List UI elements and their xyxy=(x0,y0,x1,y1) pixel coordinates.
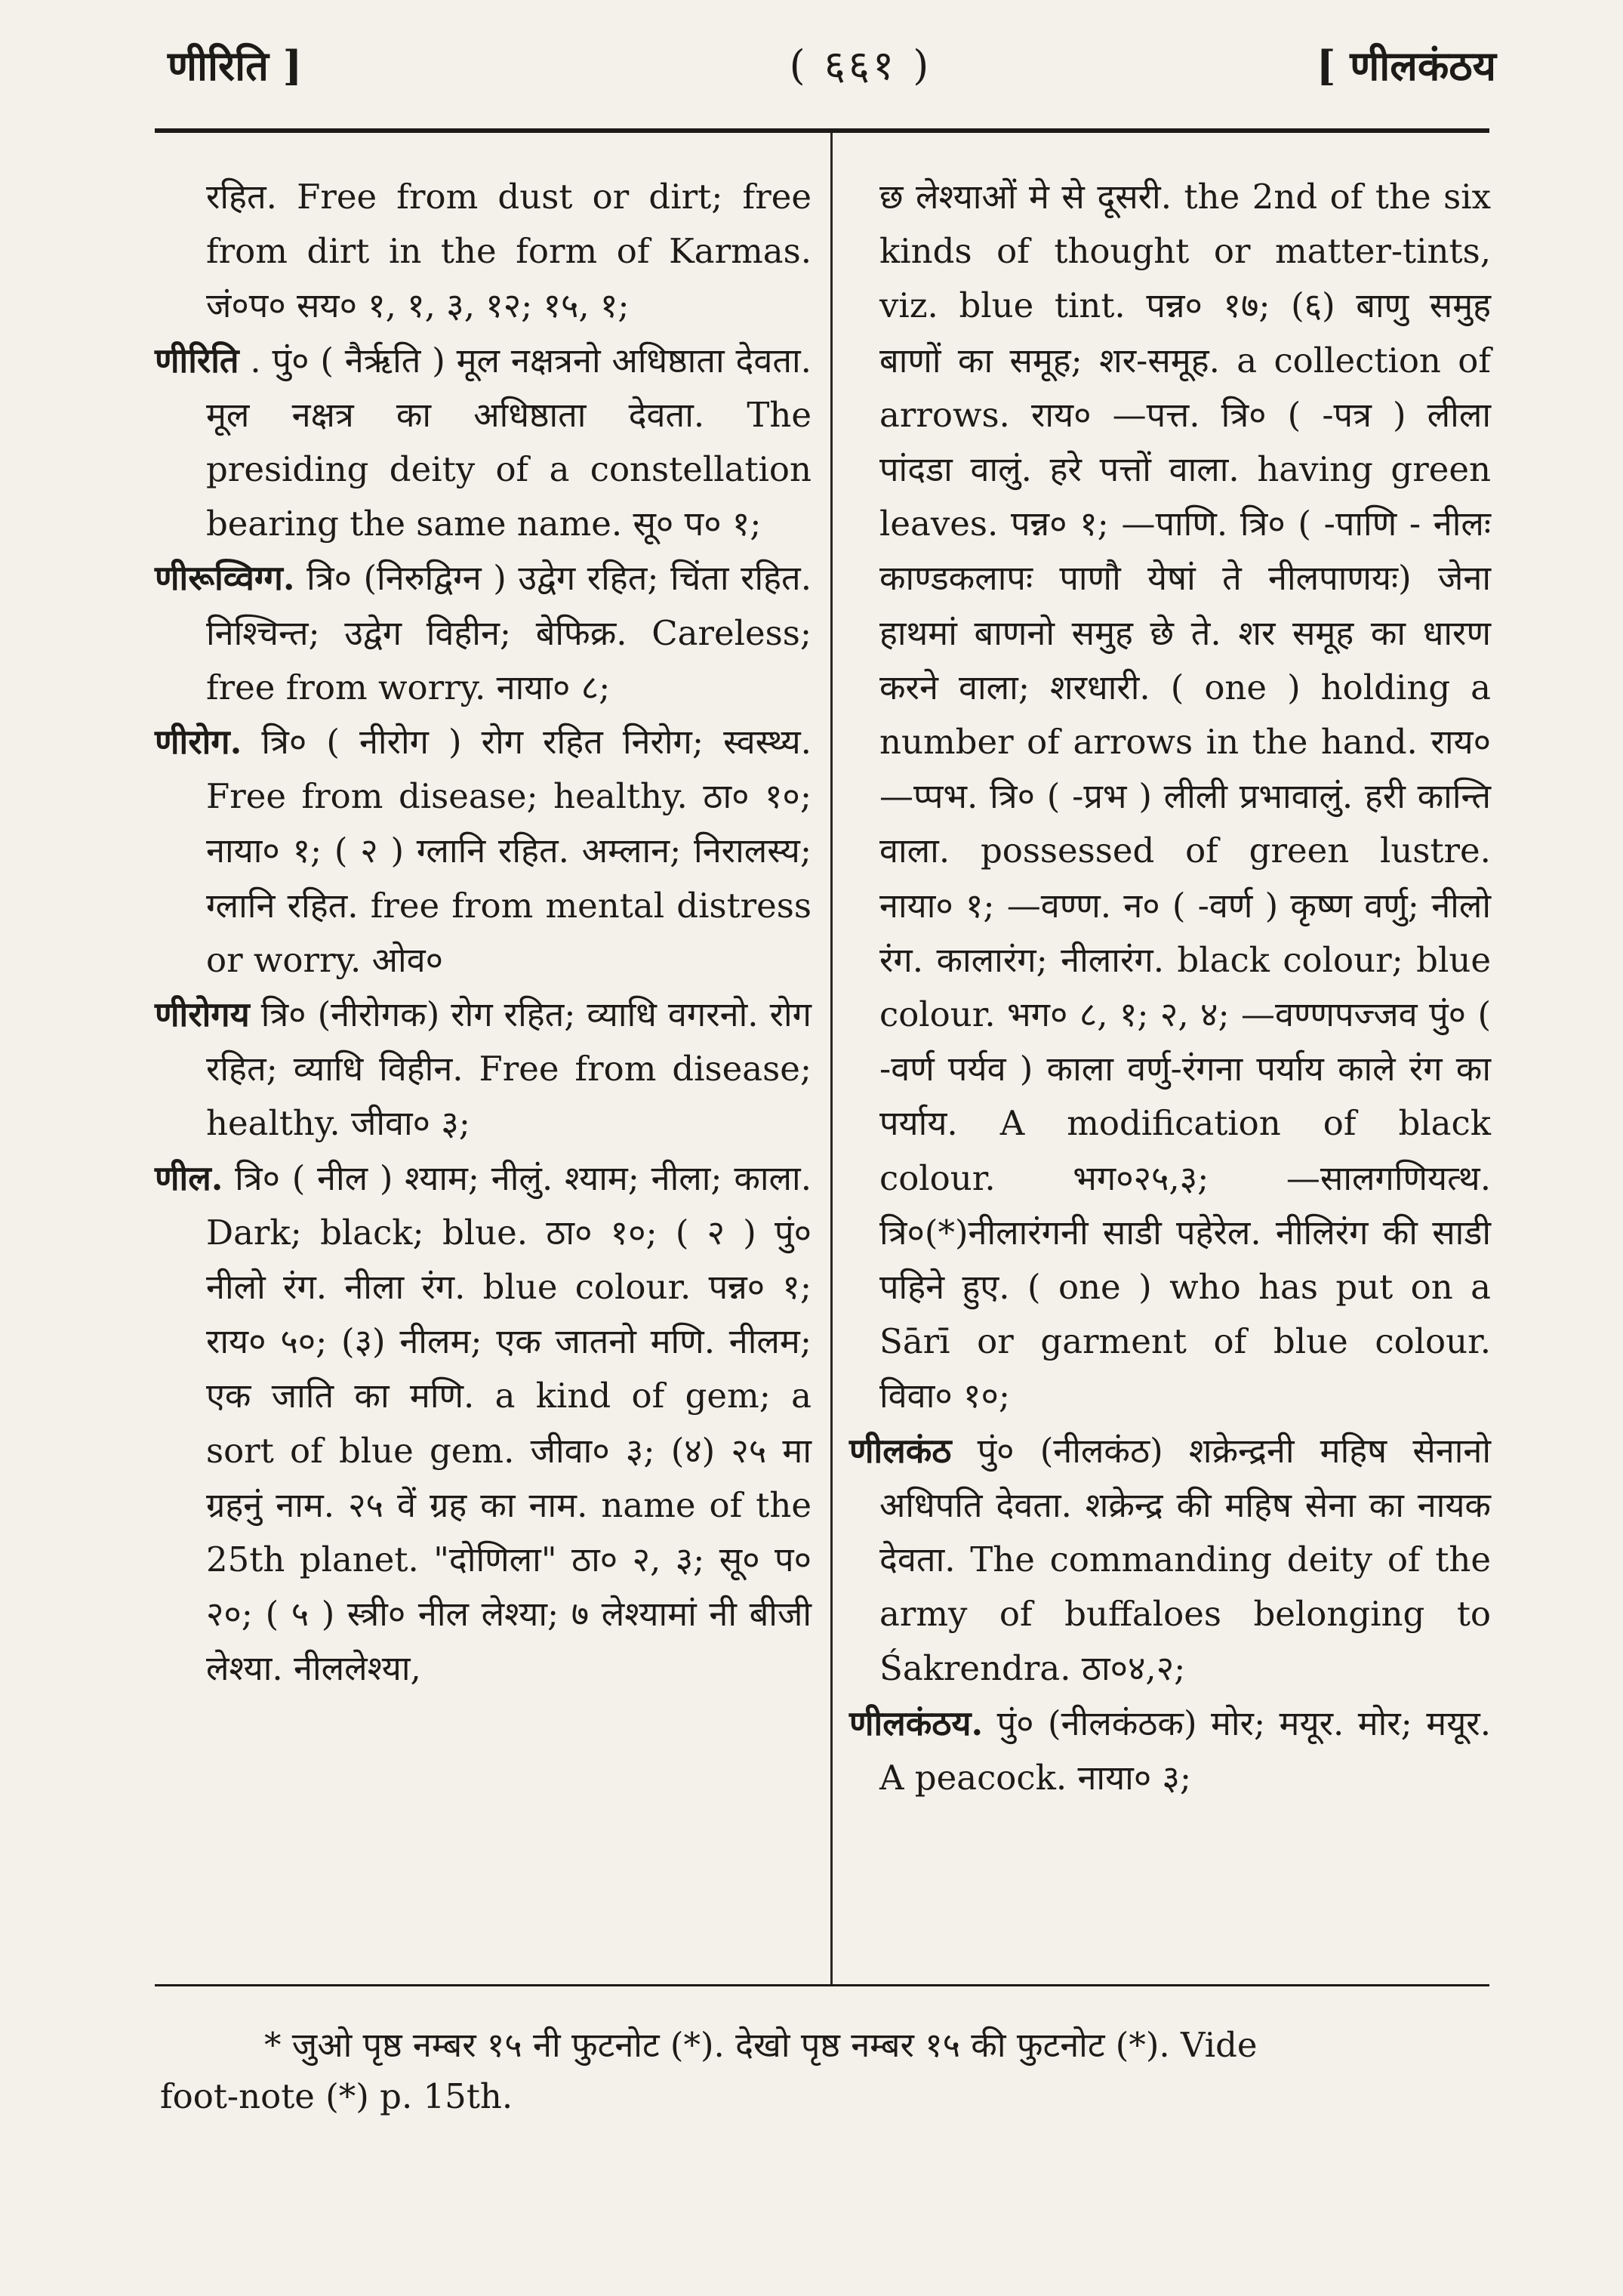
entry-body: पुं० (नीलकंठ) शक्रेन्द्रनी महिष सेनानो अधिपति देवता. शक्रेन्द्र की महिष सेना का नायक देवता. The commanding deity of the army of buffaloes belonging to Śakrendra. ठा०४,२; xyxy=(879,1430,1491,1689)
dictionary-entry xyxy=(849,1697,1491,1805)
dictionary-entry xyxy=(155,551,812,715)
entry-headword: णील. xyxy=(155,1157,223,1198)
header-right-guideword: [ णीलकंठय xyxy=(1316,42,1496,90)
dictionary-entry xyxy=(155,715,812,988)
footnote-line: * जुओ पृष्ठ नम्बर १५ नी फुटनोट (*). देखो पृष्ठ नम्बर १५ की फुटनोट (*). Vide xyxy=(264,2025,1258,2065)
entry-body: त्रि० ( नीरोग ) रोग रहित निरोग; स्वस्थ्य. Free from disease; healthy. ठा० १०; नाया० १; ( २ ) ग्लानि रहित. अम्लान; निरालस्य; ग्लानि रहित. free from mental distress or worry. ओव० xyxy=(206,722,812,980)
entry-headword: णीलकंठय. xyxy=(849,1703,984,1743)
entry-body: त्रि० ( नील ) श्याम; नीलुं. श्याम; नीला; काला. Dark; black; blue. ठा० १०; ( २ ) पुं० नीलो रंग. नीला रंग. blue colour. पन्न० १; राय० ५०; (३) नीलम; एक जातनो मणि. नीलम; एक जाति का मणि. a kind of gem; a sort of blue gem. जीवा० ३; (४) २५ मा ग्रहनुं नाम. २५ वें ग्रह का नाम. name of the 25th planet. "दोणिला" ठा० २, ३; सू० प० २०; ( ५ ) स्त्री० नील लेश्या; ७ लेश्यामां नी बीजी लेश्या. नीललेश्या, xyxy=(206,1157,812,1689)
entry-body: . पुं० ( नैर्ऋति ) मूल नक्षत्रनो अधिष्ठाता देवता. मूल नक्षत्र का अधिष्ठाता देवता. The presiding deity of a constellation bearing the same name. सू० प० १; xyxy=(206,340,812,544)
dictionary-entry xyxy=(155,988,812,1151)
dictionary-entry xyxy=(849,1424,1491,1697)
entry-body: पुं० (नीलकंठक) मोर; मयूर. मोर; मयूर. A peacock. नाया० ३; xyxy=(879,1703,1492,1798)
entry-headword: णीलकंठ xyxy=(849,1430,952,1471)
entry-headword: णीरोगय xyxy=(155,994,250,1035)
right-column xyxy=(849,170,1491,1805)
entry-headword: णीरूव्विग्ग. xyxy=(155,558,295,599)
entry-body: त्रि० (निरुद्विग्न ) उद्वेग रहित; चिंता रहित. निश्चिन्त; उद्वेग विहीन; बेफिक्र. Careless; free from worry. नाया० ८; xyxy=(206,558,812,707)
footnote-rule xyxy=(155,1984,1489,1986)
footnote-line: foot-note (*) p. 15th. xyxy=(160,2076,513,2116)
entry-headword: णीरिति xyxy=(155,340,239,381)
page-number: ( ६६१ ) xyxy=(789,42,932,89)
header-rule xyxy=(155,128,1489,133)
right-continuation: छ लेश्याओं मे से दूसरी. the 2nd of the six kinds of thought or matter-tints, viz. blue tint. पन्न० १७; (६) बाणु समुह बाणों का समूह; शर-समूह. a collection of arrows. राय० —पत्त. त्रि० ( -पत्र ) लीला पांदडा वालुं. हरे पत्तों वाला. having green leaves. पन्न० १; —पाणि. त्रि० ( -पाणि - नीलः काण्डकलापः पाणौ येषां ते नीलपाणयः) जेना हाथमां बाणनो समुह छे ते. शर समूह का धारण करने वाला; शरधारी. ( one ) holding a number of arrows in the hand. राय० —प्पभ. त्रि० ( -प्रभ ) लीली प्रभावालुं. हरी कान्ति वाला. possessed of green lustre. नाया० १; —वण्ण. न० ( -वर्ण ) कृष्ण वर्णु; नीलो रंग. कालारंग; नीलारंग. black colour; blue colour. भग० ८, १; २, ४; —वण्णपज्जव पुं० ( -वर्ण पर्यव ) काला वर्णु-रंगना पर्याय काले रंग का पर्याय. A modification of black colour. भग०२५,३; —सालगणियत्थ. त्रि०(*)नीलारंगनी साडी पहेरेल. नीलिरंग की साडी पहिने हुए. ( one ) who has put on a Sārī or garment of blue colour. विवा० १०; xyxy=(879,177,1491,1416)
entry-headword: णीरोग. xyxy=(155,722,242,763)
column-divider xyxy=(830,133,833,1984)
entry-body: त्रि० (नीरोगक) रोग रहित; व्याधि वगरनो. रोग रहित; व्याधि विहीन. Free from disease; healthy. जीवा० ३; xyxy=(206,994,812,1144)
left-continuation: रहित. Free from dust or dirt; free from dirt in the form of Karmas. जं०प० सय० १, १, ३, १२; १५, १; xyxy=(206,177,812,326)
left-column xyxy=(155,170,812,1697)
dictionary-entry xyxy=(155,334,812,552)
footnote xyxy=(160,2020,1489,2122)
header-left-guideword: णीरिति ] xyxy=(168,42,303,90)
dictionary-entry xyxy=(155,1151,812,1697)
